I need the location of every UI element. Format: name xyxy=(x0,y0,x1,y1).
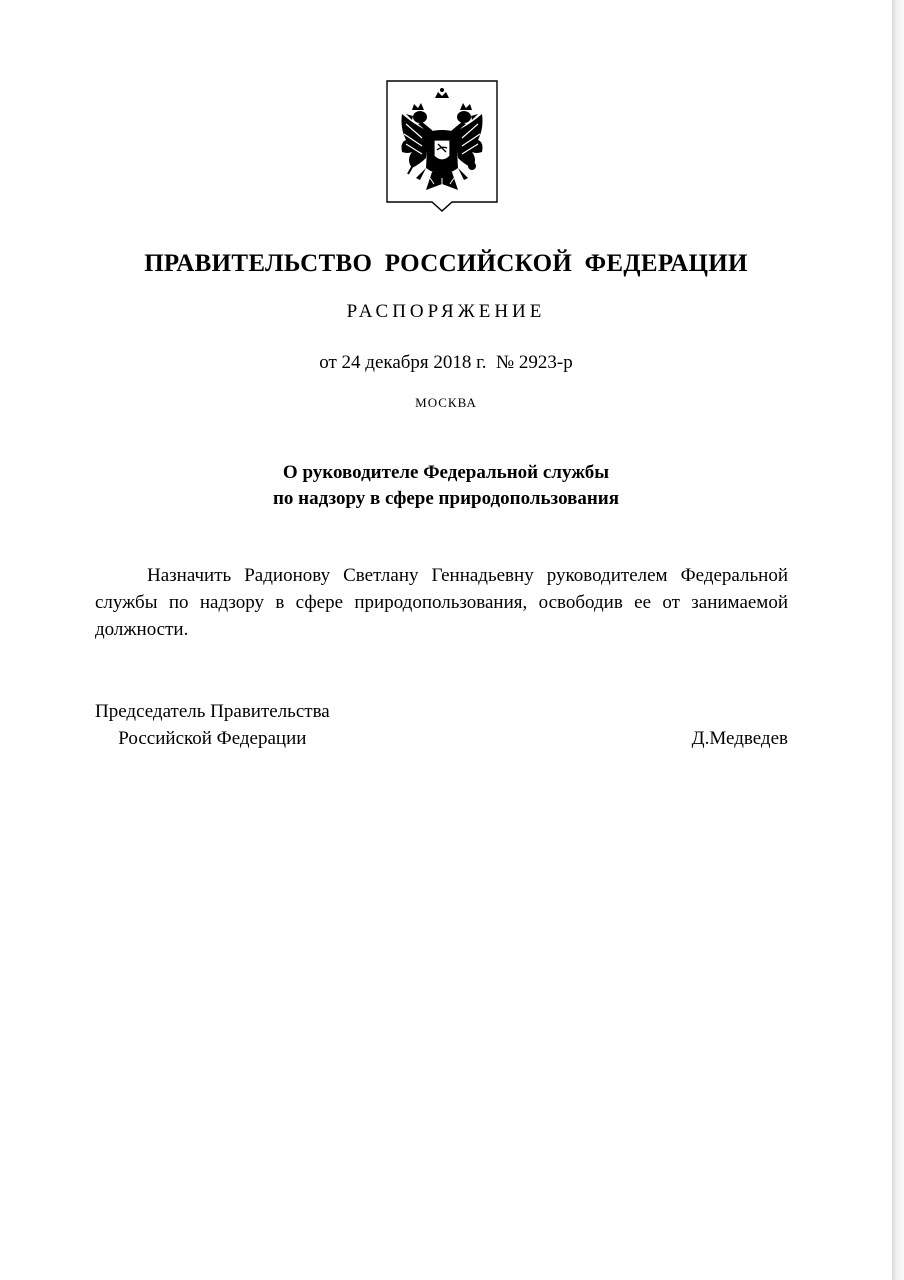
document-date-number: от 24 декабря 2018 г. № 2923-р xyxy=(319,352,573,373)
document-subject xyxy=(0,460,892,512)
subject-line: по надзору в сфере природопользования xyxy=(272,488,620,509)
signer-role-line: Председатель Правительства xyxy=(95,701,330,722)
signer-name: Д.Медведев xyxy=(691,728,788,749)
subject-line: О руководителе Федеральной службы xyxy=(282,462,610,483)
document-body: Назначить Радионову Светлану Геннадьевну руководителем Федеральной службы по надзору в сфере природопользования, освободив ее от занимаемой должности. xyxy=(95,565,788,640)
government-title: ПРАВИТЕЛЬСТВО РОССИЙСКОЙ ФЕДЕРАЦИИ xyxy=(144,250,748,277)
coat-of-arms-emblem-icon xyxy=(386,80,498,212)
document-type: РАСПОРЯЖЕНИЕ xyxy=(346,301,546,322)
signer-role xyxy=(95,698,330,752)
signer-role-line: Российской Федерации xyxy=(118,728,307,749)
page-edge-shadow xyxy=(892,0,904,1280)
document-city: МОСКВА xyxy=(415,395,477,410)
